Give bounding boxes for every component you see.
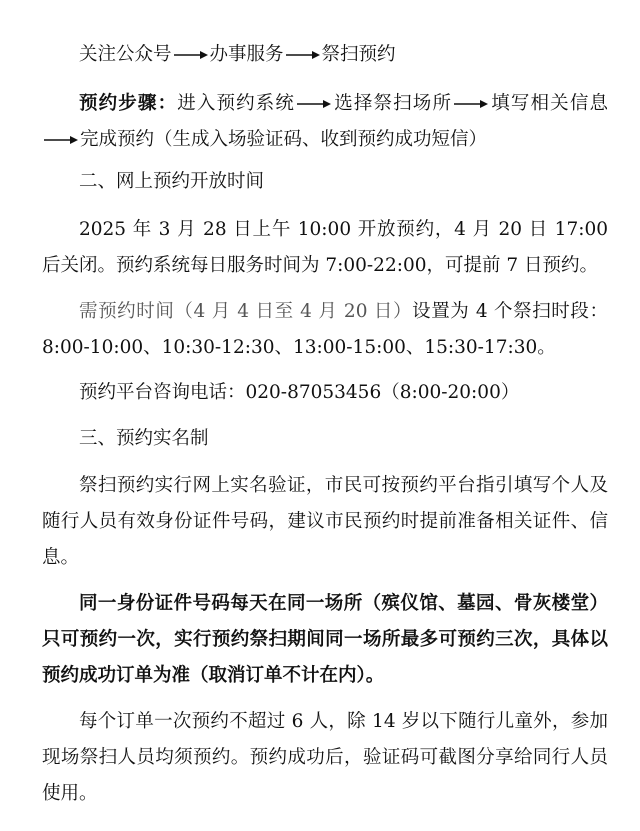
real-name-paragraph: 祭扫预约实行网上实名验证，市民可按预约平台指引填写个人及随行人员有效身份证件号码，建议市民预约时提前准备相关证件、信息。 [42,475,608,568]
path-line [42,37,608,73]
section2-heading: 二、网上预约开放时间 [79,171,265,192]
step-complete: 完成预约（生成入场验证码、收到预约成功短信） [80,129,488,150]
step-select-site: 选择祭扫场所 [333,93,453,114]
hotline-paragraph: 预约平台咨询电话：020-87053456（8:00-20:00） [79,382,520,403]
arrow-icon [297,97,331,111]
arrow-icon [286,48,320,62]
steps-paragraph [42,86,608,158]
open-time-paragraph: 2025 年 3 月 28 日上午 10:00 开放预约，4 月 20 日 17:00 后关闭。预约系统每日服务时间为 7:00-22:00，可提前 7 日预约。 [42,219,608,276]
group-size-paragraph: 每个订单一次预约不超过 6 人，除 14 岁以下随行儿童外，参加现场祭扫人员均须预约。预约成功后，验证码可截图分享给同行人员使用。 [42,711,608,804]
arrow-icon [454,97,488,111]
arrow-icon [174,48,208,62]
period-paragraph [42,294,608,366]
path-step-1: 关注公众号 [79,44,172,65]
path-step-3: 祭扫预约 [321,44,396,65]
rule-paragraph: 同一身份证件号码每天在同一场所（殡仪馆、墓园、骨灰楼堂）只可预约一次，实行预约祭扫期间同一场所最多可预约三次，具体以预约成功订单为准（取消订单不计在内）。 [42,593,608,686]
arrow-icon [44,133,78,147]
period-slots: 设置为 4 个祭扫时段：8:00-10:00、10:30-12:30、13:00-15:00、15:30-17:30。 [42,301,608,358]
section3-heading: 三、预约实名制 [79,428,209,449]
step-fill-info: 填写相关信息 [490,93,608,114]
path-step-2: 办事服务 [209,44,284,65]
steps-label: 预约步骤： [79,93,178,114]
period-label: 需预约时间（4 月 4 日至 4 月 20 日） [79,301,413,322]
step-enter-system: 进入预约系统 [177,93,296,114]
